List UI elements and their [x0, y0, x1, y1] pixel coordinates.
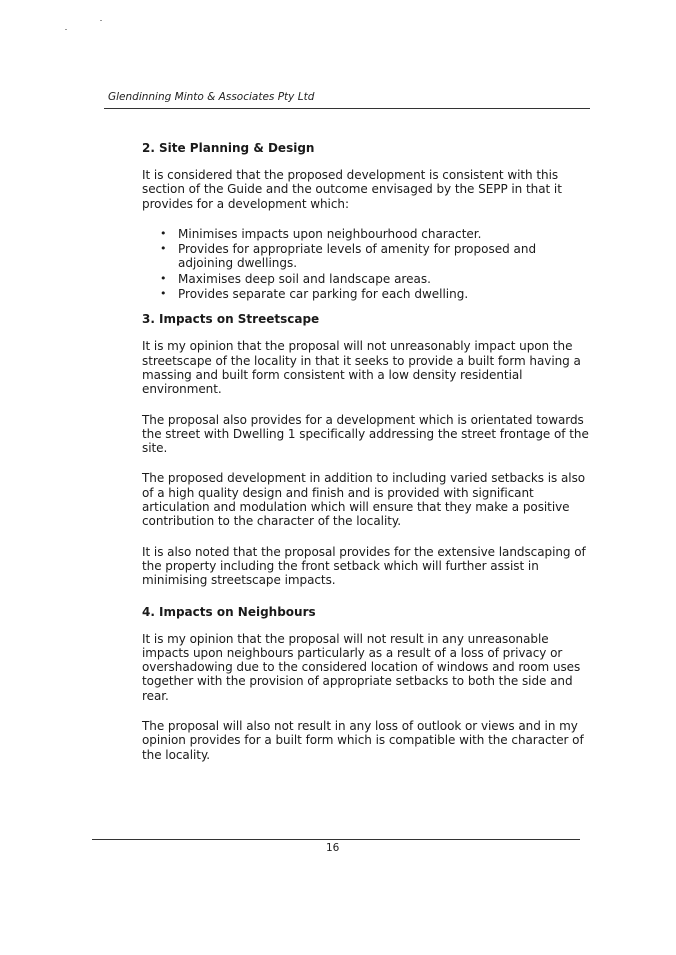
- section-heading-neighbours: [142, 604, 590, 620]
- paragraph: The proposal will also not result in any loss of outlook or views and in my opinion provides for a built form which is compatible with the character of the locality.: [142, 719, 584, 762]
- list-item: • Provides for appropriate levels of amenity for proposed and adjoining dwellings.: [160, 242, 537, 271]
- section-heading-site-planning: [142, 140, 590, 156]
- list-item: • Maximises deep soil and landscape areas.: [160, 271, 431, 286]
- footer-rule: [92, 839, 580, 840]
- paragraph: The proposal also provides for a development which is orientated towards the street with Dwelling 1 specifically addressing the street frontage of the site.: [142, 412, 589, 456]
- paragraph: The proposed development in addition to including varied setbacks is also of a high quality design and finish and is provided with significant articulation and modulation which will ensure that they make a positive contribution to the character of the locality.: [142, 471, 586, 529]
- section-title: Site Planning & Design: [159, 141, 315, 155]
- bullet-list: [142, 227, 590, 301]
- paragraph: It is also noted that the proposal provides for the extensive landscaping of the property including the front setback which will further assist in minimising streetscape impacts.: [142, 544, 586, 588]
- header-rule: [104, 108, 590, 109]
- running-header: Glendinning Minto & Associates Pty Ltd: [108, 91, 315, 103]
- section-title: Impacts on Streetscape: [159, 312, 320, 327]
- paragraph: It is my opinion that the proposal will not result in any unreasonable impacts upon neighbours particularly as a result of a loss of privacy or overshadowing due to the considered location of windows and room uses together with the provision of appropriate setbacks to both the side and rear.: [142, 631, 581, 703]
- section-number: 4.: [142, 604, 155, 619]
- list-item: • Minimises impacts upon neighbourhood character.: [160, 226, 482, 241]
- bullet-icon: •: [160, 287, 167, 301]
- section-heading-streetscape: [142, 311, 590, 327]
- bullet-icon: •: [160, 226, 167, 240]
- page-number: 16: [326, 842, 340, 854]
- scan-speck: [100, 20, 102, 21]
- section-title: Impacts on Neighbours: [159, 604, 316, 619]
- page-body: [142, 140, 590, 778]
- scan-speck: [65, 29, 67, 30]
- bullet-icon: •: [160, 271, 167, 285]
- bullet-icon: •: [160, 242, 167, 256]
- section-number: 2.: [142, 141, 155, 155]
- paragraph: It is considered that the proposed development is consistent with this section of the Guide and the outcome envisaged by the SEPP in that it provides for a development which:: [142, 168, 562, 211]
- paragraph: It is my opinion that the proposal will not unreasonably impact upon the streetscape of the locality in that it seeks to provide a built form having a massing and built form consistent with a low density residential environment.: [142, 339, 581, 397]
- list-item: • Provides separate car parking for each dwelling.: [160, 287, 469, 302]
- section-number: 3.: [142, 312, 155, 327]
